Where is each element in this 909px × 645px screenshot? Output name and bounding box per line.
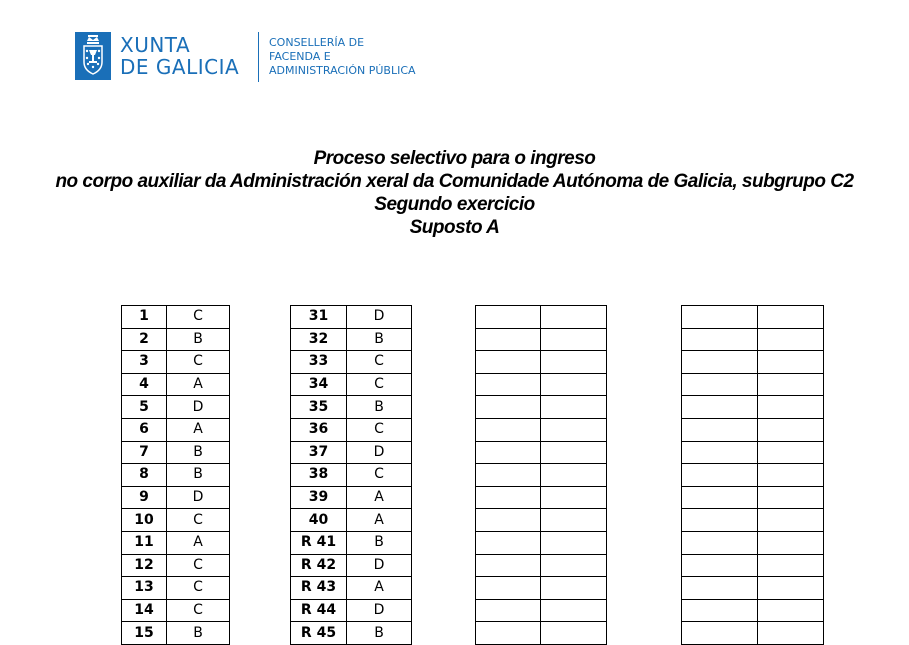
table-row [122,441,230,464]
table-row [291,373,412,396]
answer-letter: D [347,554,412,577]
table-row [291,306,412,329]
table-row [122,599,230,622]
question-number [682,306,758,329]
answer-letter [541,577,607,600]
question-number: 10 [122,509,167,532]
table-row [682,351,824,374]
question-number: 38 [291,464,347,487]
question-number [682,599,758,622]
table-row [291,328,412,351]
question-number [476,577,541,600]
answer-letter: B [347,396,412,419]
question-number: 7 [122,441,167,464]
question-number: R 43 [291,577,347,600]
question-number: 32 [291,328,347,351]
table-row [476,418,607,441]
table-row [682,599,824,622]
table-row [682,306,824,329]
table-row [682,396,824,419]
question-number: 33 [291,351,347,374]
question-number [476,554,541,577]
answer-letter: D [167,486,230,509]
table-row [291,554,412,577]
answer-letter: B [347,622,412,645]
table-row [122,373,230,396]
answer-letter: B [167,441,230,464]
question-number: 1 [122,306,167,329]
department-line: CONSELLERÍA DE [269,36,365,49]
question-number [682,351,758,374]
question-number: 9 [122,486,167,509]
document-title [0,147,909,239]
table-row [122,509,230,532]
question-number [476,509,541,532]
table-row [476,328,607,351]
answer-letter [758,328,824,351]
question-number [682,328,758,351]
answer-letter [758,396,824,419]
department-line: FACENDA E [269,50,331,63]
table-row [122,577,230,600]
answer-letter: D [347,306,412,329]
table-row [122,554,230,577]
answer-letter [758,577,824,600]
answer-letter: B [167,622,230,645]
answer-letter: A [167,418,230,441]
answer-letter [541,351,607,374]
question-number [682,418,758,441]
table-row [291,531,412,554]
table-row [476,599,607,622]
answer-letter [758,464,824,487]
question-number [682,554,758,577]
table-row [291,486,412,509]
answer-letter [541,531,607,554]
answer-letter [758,351,824,374]
title-line: no corpo auxiliar da Administración xeral da Comunidade Autónoma de Galicia, subgrupo C2 [55,171,854,192]
table-row [291,396,412,419]
table-row [476,396,607,419]
question-number [682,373,758,396]
answer-letter [541,396,607,419]
table-row [122,622,230,645]
table-row [291,441,412,464]
table-row [291,622,412,645]
answer-letter: B [167,328,230,351]
question-number [476,464,541,487]
table-row [122,531,230,554]
answer-letter: C [167,599,230,622]
question-number: 8 [122,464,167,487]
answer-letter: A [167,373,230,396]
answer-letter [758,531,824,554]
question-number [682,577,758,600]
answer-table-2 [290,305,412,645]
answer-letter: D [347,441,412,464]
answer-letter [541,373,607,396]
answer-letter: C [347,464,412,487]
answer-table-3 [475,305,607,645]
question-number: R 41 [291,531,347,554]
table-row [476,373,607,396]
answer-letter [541,464,607,487]
table-row [291,464,412,487]
brand-line: DE GALICIA [120,55,240,79]
header-divider [258,32,259,82]
table-row [476,464,607,487]
question-number [682,622,758,645]
table-row [291,599,412,622]
table-row [122,306,230,329]
question-number: 12 [122,554,167,577]
table-row [682,554,824,577]
question-number: 5 [122,396,167,419]
question-number [476,531,541,554]
question-number: 4 [122,373,167,396]
department-name [269,36,469,78]
question-number [476,306,541,329]
answer-letter [758,486,824,509]
answer-letter: C [167,554,230,577]
table-row [476,554,607,577]
question-number: R 42 [291,554,347,577]
answer-letter: D [167,396,230,419]
table-row [291,351,412,374]
table-row [476,486,607,509]
question-number [476,418,541,441]
question-number [476,373,541,396]
question-number [476,351,541,374]
answer-table-4 [681,305,824,645]
question-number: 34 [291,373,347,396]
table-row [122,328,230,351]
answer-letter [541,486,607,509]
answer-letter [758,306,824,329]
answer-letter: C [347,351,412,374]
answer-letter: C [167,351,230,374]
question-number: 37 [291,441,347,464]
answer-letter: C [167,306,230,329]
question-number: 11 [122,531,167,554]
answer-letter: B [347,328,412,351]
question-number: 6 [122,418,167,441]
question-number [682,441,758,464]
answer-letter: D [347,599,412,622]
question-number: 15 [122,622,167,645]
table-row [682,418,824,441]
answer-letter: C [347,373,412,396]
answer-letter [541,622,607,645]
galicia-coat-of-arms-icon [75,32,111,80]
answer-letter [541,554,607,577]
question-number: 13 [122,577,167,600]
question-number: 40 [291,509,347,532]
answer-letter: C [167,577,230,600]
answer-letter [541,509,607,532]
question-number: 31 [291,306,347,329]
question-number: 3 [122,351,167,374]
table-row [122,396,230,419]
table-row [476,509,607,532]
question-number [682,531,758,554]
table-row [291,418,412,441]
table-row [476,531,607,554]
question-number [476,441,541,464]
title-line: Proceso selectivo para o ingreso [313,148,596,169]
table-row [682,622,824,645]
table-row [682,577,824,600]
question-number [476,396,541,419]
answer-letter: A [347,577,412,600]
table-row [682,531,824,554]
question-number [476,599,541,622]
question-number: 35 [291,396,347,419]
table-row [682,373,824,396]
answer-letter: A [167,531,230,554]
table-row [476,306,607,329]
question-number: 14 [122,599,167,622]
question-number: 39 [291,486,347,509]
table-row [122,464,230,487]
answer-letter [758,599,824,622]
table-row [682,441,824,464]
table-row [682,328,824,351]
answer-letter [541,441,607,464]
table-row [682,509,824,532]
question-number [476,486,541,509]
answer-letter [758,418,824,441]
question-number: 2 [122,328,167,351]
question-number [682,509,758,532]
answer-letter: B [167,464,230,487]
answer-letter [541,418,607,441]
answer-letter [541,599,607,622]
answer-letter: C [167,509,230,532]
table-row [122,486,230,509]
table-row [476,351,607,374]
table-row [476,441,607,464]
question-number [476,328,541,351]
table-row [291,577,412,600]
question-number: R 44 [291,599,347,622]
department-line: ADMINISTRACIÓN PÚBLICA [269,64,416,77]
answer-letter [758,622,824,645]
answer-letter [758,441,824,464]
table-row [476,577,607,600]
question-number [682,396,758,419]
answer-letter [758,554,824,577]
answer-letter [758,509,824,532]
question-number [682,486,758,509]
table-row [122,351,230,374]
answer-letter: A [347,486,412,509]
answer-letter: B [347,531,412,554]
answer-table-1 [121,305,230,645]
question-number [476,622,541,645]
answer-letter [541,328,607,351]
answer-letter: A [347,509,412,532]
table-row [476,622,607,645]
answer-letter [541,306,607,329]
table-row [682,486,824,509]
answer-letter: C [347,418,412,441]
question-number: R 45 [291,622,347,645]
title-line: Suposto A [409,217,500,238]
title-line: Segundo exercicio [374,194,535,215]
brand-line: XUNTA [120,33,191,57]
table-row [122,418,230,441]
table-row [682,464,824,487]
answer-letter [758,373,824,396]
table-row [291,509,412,532]
question-number: 36 [291,418,347,441]
question-number [682,464,758,487]
